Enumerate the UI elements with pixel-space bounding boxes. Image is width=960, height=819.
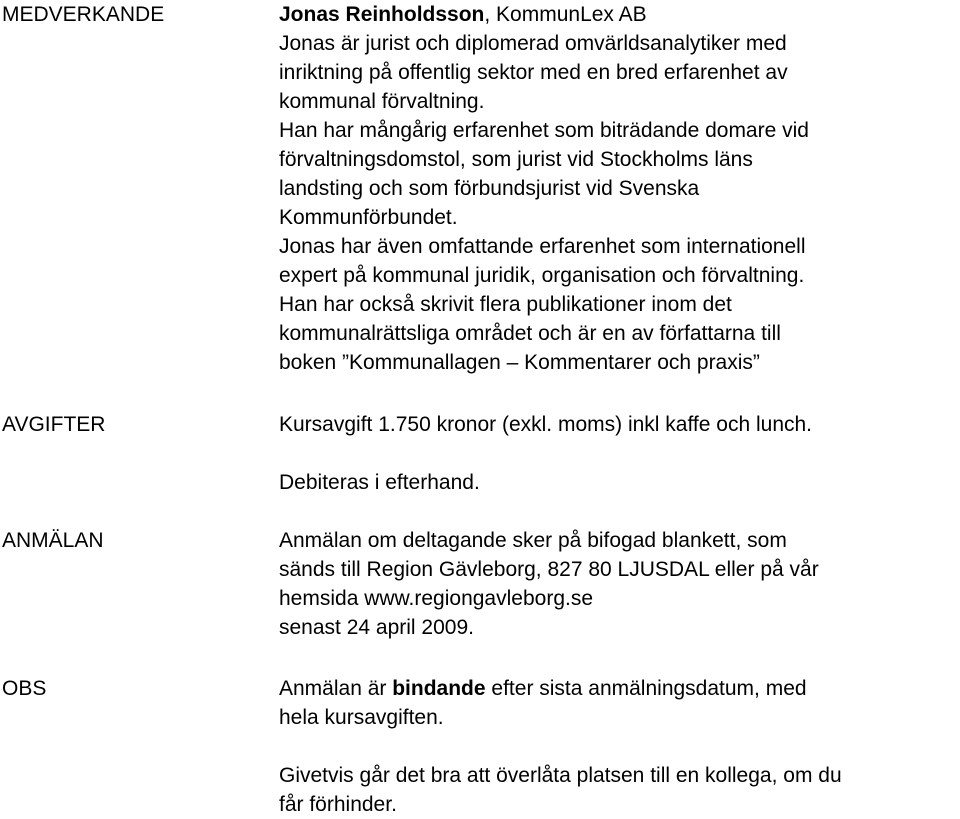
fees-billing-content bbox=[279, 468, 960, 497]
speaker-bio-line: Jonas är jurist och diplomerad omvärldsanalytiker med bbox=[279, 32, 787, 55]
binding-line bbox=[279, 674, 960, 703]
transfer-line-2: får förhinder. bbox=[279, 793, 397, 816]
speaker-bio-line: kommunalrättsliga området och är en av författarna till bbox=[279, 322, 781, 345]
speaker-name-line bbox=[279, 0, 960, 29]
registration-label: ANMÄLAN bbox=[2, 529, 104, 552]
speaker-bio-line: Han har mångårig erfarenhet som biträdande domare vid bbox=[279, 119, 809, 142]
fees-label: AVGIFTER bbox=[2, 413, 106, 436]
speaker-bio-line: inriktning på offentlig sektor med en bred erfarenhet av bbox=[279, 61, 788, 84]
speaker-bio-line: Kommunförbundet. bbox=[279, 206, 458, 229]
speaker-org: , KommunLex AB bbox=[484, 3, 647, 26]
registration-content bbox=[279, 526, 960, 642]
transfer-content bbox=[279, 761, 960, 819]
binding-line-2: hela kursavgiften. bbox=[279, 706, 444, 729]
speaker-content bbox=[279, 0, 960, 377]
note-label: OBS bbox=[2, 677, 47, 700]
speaker-bio-line: Jonas har även omfattande erfarenhet som internationell bbox=[279, 235, 806, 258]
speaker-bio-line: landsting och som förbundsjurist vid Svenska bbox=[279, 177, 700, 200]
binding-text-pre: Anmälan är bbox=[279, 677, 393, 700]
speaker-bio-line: expert på kommunal juridik, organisation och förvaltning. bbox=[279, 264, 805, 287]
speaker-bio-line: boken ”Kommunallagen – Kommentarer och praxis” bbox=[279, 351, 760, 374]
speaker-bio-line: förvaltningsdomstol, som jurist vid Stockholms läns bbox=[279, 148, 753, 171]
registration-line: sänds till Region Gävleborg, 827 80 LJUSDAL eller på vår bbox=[279, 558, 819, 581]
transfer-line: Givetvis går det bra att överlåta platsen till en kollega, om du bbox=[279, 764, 842, 787]
speaker-bio-line: Han har också skrivit flera publikationer inom det bbox=[279, 293, 732, 316]
registration-line: hemsida www.regiongavleborg.se bbox=[279, 587, 594, 610]
fee-amount: Kursavgift 1.750 kronor (exkl. moms) inkl kaffe och lunch. bbox=[279, 413, 813, 436]
binding-text-post: efter sista anmälningsdatum, med bbox=[485, 677, 807, 700]
registration-line: senast 24 april 2009. bbox=[279, 616, 474, 639]
note-content bbox=[279, 674, 960, 732]
binding-emphasis: bindande bbox=[392, 677, 486, 700]
speaker-bio-line: kommunal förvaltning. bbox=[279, 90, 485, 113]
speaker-name: Jonas Reinholdsson bbox=[279, 3, 485, 26]
registration-line: Anmälan om deltagande sker på bifogad blankett, som bbox=[279, 529, 787, 552]
fees-content bbox=[279, 410, 960, 439]
speaker-label: MEDVERKANDE bbox=[2, 3, 165, 26]
fee-billing: Debiteras i efterhand. bbox=[279, 471, 480, 494]
